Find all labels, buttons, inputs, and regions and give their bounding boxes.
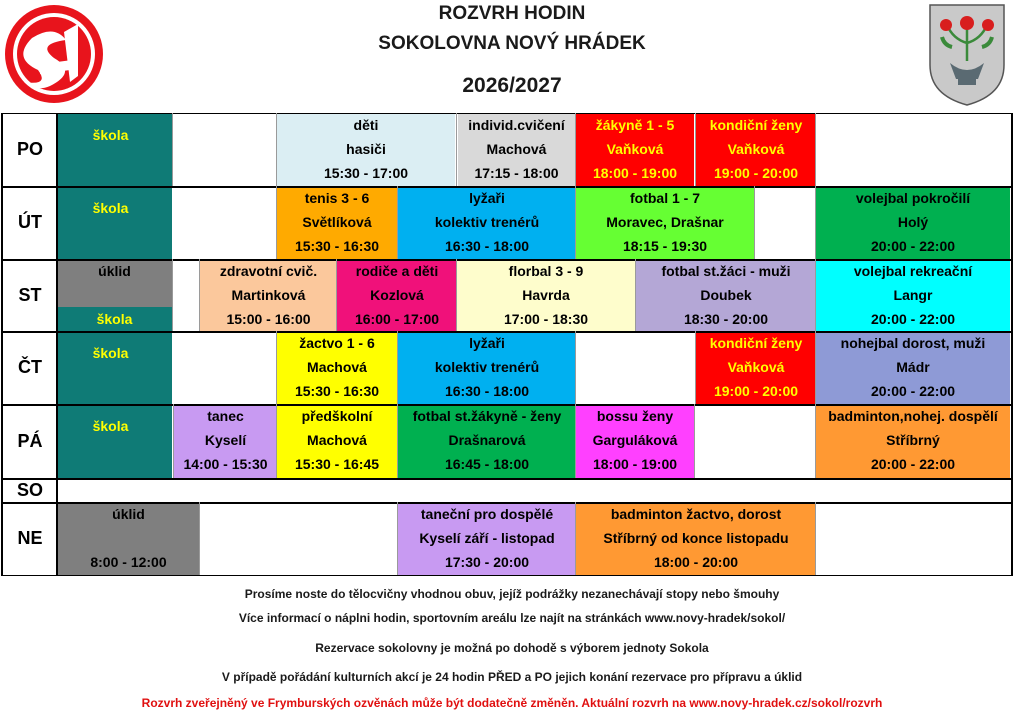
activity-name: tenis 3 - 6 [304,190,370,206]
activity-leader: Mádr [896,359,930,375]
cell-divider [694,404,695,478]
schedule-cell-po-individ-cviceni [458,113,575,186]
table-border [1,259,1013,261]
activity-name: badminton žactvo, dorost [610,506,782,522]
cell-divider [397,331,398,404]
activity-name: bossu ženy [596,408,674,424]
schedule-cell-po-skola [57,113,172,186]
activity-time: 15:30 - 16:30 [294,238,380,254]
schedule-cell-ct-skola [57,331,172,404]
schedule-cell-st-florbal [457,259,635,331]
schedule-cell-ct-zactvo [277,331,397,404]
activity-leader: Langr [893,287,933,303]
activity-name: kondiční ženy [709,117,803,133]
activity-time: 18:15 - 19:30 [622,238,708,254]
activity-name: tanec [207,408,244,424]
activity-time: 16:00 - 17:00 [354,311,440,327]
activity-leader: Stříbrný od konce listopadu [603,530,789,546]
activity-time: 15:30 - 16:45 [294,456,380,472]
table-border [1,186,1013,188]
activity-name: škola [92,200,129,216]
activity-time: 17:15 - 18:00 [474,165,559,181]
cell-divider [397,404,398,478]
cell-divider [199,259,200,331]
activity-name: zdravotní cvič. [219,263,318,279]
schedule-cell-ut-lyzari [398,186,576,259]
cell-divider [336,259,337,331]
activity-name: žactvo 1 - 6 [299,335,375,351]
activity-name: florbal 3 - 9 [508,263,584,279]
activity-name: škola [92,418,129,434]
table-border [1,331,1013,333]
footer-note: Rozvrh zveřejněný ve Frymburských ozvěnách může být dodatečně změněn. Aktuální rozvrh na www.novy-hradek.cz/sokol/rozvrh [141,696,883,710]
activity-time: 14:00 - 15:30 [183,456,268,472]
schedule-cell-ut-fotbal [576,186,754,259]
schedule-cell-st-volejbal [816,259,1010,331]
cell-divider [575,186,576,259]
footer-note: Prosíme noste do tělocvičny vhodnou obuv, jejíž podrážky nezanechávají stopy nebo šmouhy [244,587,780,601]
footer-note: Rezervace sokolovny je možná po dohodě s výborem jednoty Sokola [315,641,709,655]
activity-name: lyžaři [469,335,505,351]
cell-divider [815,113,816,186]
schedule-cell-ne-tanecni [398,502,576,575]
activity-time: 15:30 - 16:30 [294,383,380,399]
activity-name: žákyně 1 - 5 [595,117,675,133]
activity-name: úklid [112,506,145,522]
cell-divider [815,404,816,478]
activity-leader: kolektiv trenérů [434,214,540,230]
activity-name: úklid [98,263,131,279]
cell-divider [456,259,457,331]
cell-divider [695,113,696,186]
activity-name: děti [353,117,379,133]
activity-time: 16:30 - 18:00 [444,383,530,399]
activity-name: škola [92,127,129,143]
activity-leader: Holý [897,214,929,230]
activity-time: 18:00 - 19:00 [592,165,678,181]
activity-name: volejbal rekreační [853,263,973,279]
schedule-cell-pa-badminton [816,404,1010,478]
activity-time: 19:00 - 20:00 [713,165,799,181]
activity-leader: Doubek [700,287,752,303]
cell-divider [172,113,173,186]
schedule-cell-ut-volejbal [816,186,1010,259]
table-border [1,113,3,576]
activity-leader: Stříbrný [886,432,940,448]
cell-divider [172,259,173,331]
activity-name: kondiční ženy [709,335,803,351]
cell-divider [276,113,277,186]
cell-divider [397,186,398,259]
cell-divider [635,259,636,331]
activity-time: 18:00 - 20:00 [653,554,739,570]
schedule-cell-st-zdravotni-cvic [200,259,337,331]
schedule-cell-po-kondicni-zeny [696,113,816,186]
activity-time: 15:30 - 17:00 [323,165,409,181]
schedule-cell-ct-kondicni-zeny [696,331,816,404]
activity-leader: Havrda [522,287,570,303]
cell-divider [815,502,816,575]
cell-divider [695,331,696,404]
activity-leader: Vaňková [606,141,664,157]
activity-name: fotbal st.žákyně - ženy [412,408,562,424]
table-border [1,113,1013,114]
schedule-cell-pa-fotbal-zakyne [398,404,576,478]
activity-name: škola [92,345,129,361]
activity-leader: Garguláková [592,432,678,448]
schedule-cell-ne-badminton [576,502,816,575]
activity-leader: hasiči [346,141,386,157]
activity-name: volejbal pokročilí [855,190,971,206]
activity-time: 20:00 - 22:00 [870,456,956,472]
cell-divider [575,113,576,186]
schedule-cell-pa-tanec [174,404,277,478]
activity-leader: Moravec, Drašnar [606,214,724,230]
activity-name: škola [96,311,133,327]
day-label: ČT [18,357,42,377]
cell-divider [276,331,277,404]
activity-time: 16:45 - 18:00 [444,456,530,472]
activity-leader: Kyselí [204,432,247,448]
activity-leader: Světlíková [302,214,372,230]
activity-leader: Vaňková [727,141,785,157]
activity-time: 15:00 - 16:00 [226,311,311,327]
schedule-cell-po-deti-hasici [277,113,455,186]
activity-name: taneční pro dospělé [420,506,554,522]
cell-divider [575,331,576,404]
activity-time: 16:30 - 18:00 [444,238,530,254]
activity-leader: Kozlová [370,287,424,303]
day-label: ST [18,284,42,305]
schedule-cell-pa-predskolni [277,404,397,478]
schedule-cell-ut-tenis [277,186,397,259]
activity-leader: Machová [307,359,367,375]
footer-note: Více informací o náplni hodin, sportovním areálu lze najít na stránkách www.novy-hradek/sokol/ [238,611,786,625]
activity-time: 20:00 - 22:00 [870,311,956,327]
activity-leader: Drašnarová [448,432,526,448]
schedule-cell-pa-bossu [576,404,694,478]
schedule-cell-ct-lyzari [398,331,576,404]
cell-divider [173,404,174,478]
activity-name: předškolní [301,408,373,424]
activity-leader: Machová [486,141,547,157]
schedule-cell-ct-nohejbal [816,331,1010,404]
cell-divider [397,502,398,575]
activity-leader: Martinková [231,287,306,303]
table-border [1011,113,1013,576]
cell-divider [815,331,816,404]
schedule-cell-st-skola [57,307,172,331]
schedule-cell-po-zakyne [576,113,694,186]
activity-name: fotbal 1 - 7 [629,190,700,206]
day-label: PÁ [17,430,43,451]
title-line-2: SOKOLOVNA NOVÝ HRÁDEK [378,33,646,54]
schedule-cell-pa-skola [57,404,172,478]
cell-divider [754,186,755,259]
cell-divider [815,259,816,331]
day-label: PO [16,139,43,159]
activity-name: fotbal st.žáci - muži [661,263,791,279]
activity-time: 20:00 - 22:00 [870,238,956,254]
schedule-cell-ne-uklid [57,502,200,575]
cell-divider [575,502,576,575]
activity-name: rodiče a děti [355,263,439,279]
day-label: ÚT [18,212,42,232]
schedule-cell-st-fotbal [636,259,816,331]
footer-note: V případě pořádání kulturních akcí je 24 hodin PŘED a PO jejich konání rezervace pro přípravu a úklid [221,670,803,684]
table-border [1,404,1013,406]
cell-divider [815,186,816,259]
activity-time: 18:00 - 19:00 [592,456,678,472]
activity-time: 19:00 - 20:00 [713,383,799,399]
activity-leader: kolektiv trenérů [434,359,540,375]
activity-leader: Kyselí září - listopad [419,530,555,546]
schedule-cell-st-rodice-deti [337,259,457,331]
schedule-cell-st-uklid [57,259,172,307]
table-border [1,575,1013,576]
cell-divider [276,186,277,259]
cell-divider [199,502,200,575]
activity-name: badminton,nohej. dospělí [828,408,998,424]
activity-leader: Vaňková [727,359,785,375]
activity-time: 17:00 - 18:30 [503,311,589,327]
day-label: SO [16,479,43,500]
table-border [56,113,58,576]
title-line-1: ROZVRH HODIN [438,3,586,24]
schedule-cell-ut-skola [57,186,172,259]
table-border [1,478,1013,480]
activity-name: individ.cvičení [468,117,565,133]
activity-time: 8:00 - 12:00 [90,554,167,570]
day-label: NE [17,528,43,548]
activity-name: lyžaři [469,190,505,206]
table-border [1,502,1013,504]
cell-divider [276,404,277,478]
activity-time: 17:30 - 20:00 [444,554,530,570]
activity-time: 18:30 - 20:00 [683,311,769,327]
activity-time: 20:00 - 22:00 [870,383,956,399]
activity-name: nohejbal dorost, muži [840,335,986,351]
school-year: 2026/2027 [462,74,562,97]
cell-divider [575,404,576,478]
activity-leader: Machová [307,432,367,448]
cell-divider [456,113,457,186]
